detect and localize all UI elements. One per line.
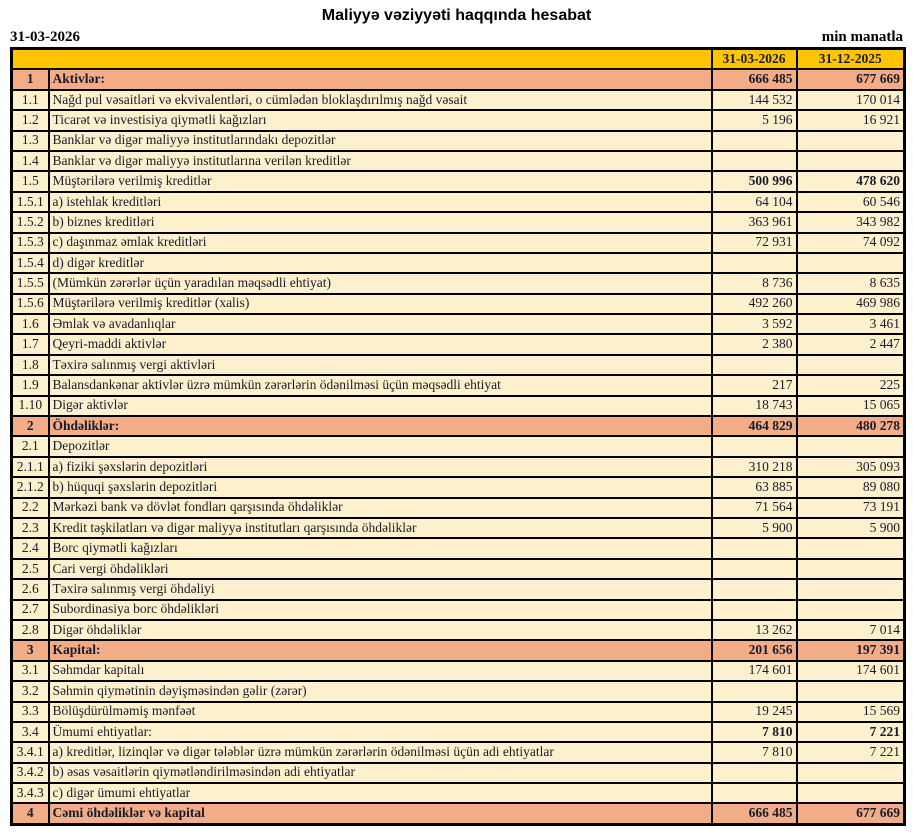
table-row: [12, 620, 905, 640]
value-previous: [797, 681, 905, 701]
row-number: 3.4.3: [12, 783, 49, 803]
value-current: 666 485: [712, 69, 797, 89]
row-number: 2.3: [12, 518, 49, 538]
row-number: 1.2: [12, 110, 49, 130]
row-label: b) biznes kreditləri: [49, 212, 712, 232]
table-row: [12, 803, 905, 824]
row-number: 3.1: [12, 661, 49, 681]
row-label: a) istehlak kreditləri: [49, 192, 712, 212]
value-current: 7 810: [712, 722, 797, 742]
value-current: 13 262: [712, 620, 797, 640]
table-row: [12, 559, 905, 579]
row-label: c) daşınmaz əmlak kreditləri: [49, 233, 712, 253]
table-row: [12, 233, 905, 253]
value-previous: [797, 151, 905, 171]
row-number: 1.5.1: [12, 192, 49, 212]
row-label: b) hüquqi şəxslərin depozitləri: [49, 477, 712, 497]
value-previous: [797, 600, 905, 620]
value-current: 8 736: [712, 273, 797, 293]
row-number: 1.5.4: [12, 253, 49, 273]
row-label: a) fiziki şəxslərin depozitləri: [49, 457, 712, 477]
row-number: 1.5.5: [12, 273, 49, 293]
value-current: [712, 559, 797, 579]
row-number: 2.5: [12, 559, 49, 579]
value-previous: 174 601: [797, 661, 905, 681]
value-current: 5 196: [712, 110, 797, 130]
row-number: 1.5: [12, 171, 49, 191]
row-label: Depozitlər: [49, 436, 712, 456]
value-previous: 73 191: [797, 498, 905, 518]
value-previous: 225: [797, 375, 905, 395]
table-row: [12, 600, 905, 620]
table-row: [12, 375, 905, 395]
row-label: Ticarət və investisiya qiymətli kağızları: [49, 110, 712, 130]
balance-table-body: [12, 69, 905, 824]
value-current: [712, 763, 797, 783]
row-label: Mərkəzi bank və dövlət fondları qarşısında öhdəliklər: [49, 498, 712, 518]
row-label: (Mümkün zərərlər üçün yaradılan məqsədli ehtiyat): [49, 273, 712, 293]
row-number: 2.1: [12, 436, 49, 456]
value-previous: 5 900: [797, 518, 905, 538]
table-row: [12, 416, 905, 436]
value-previous: 16 921: [797, 110, 905, 130]
table-row: [12, 498, 905, 518]
row-label: Digər öhdəliklər: [49, 620, 712, 640]
table-row: [12, 294, 905, 314]
value-current: [712, 436, 797, 456]
value-previous: 480 278: [797, 416, 905, 436]
value-current: 363 961: [712, 212, 797, 232]
table-row: [12, 702, 905, 722]
row-number: 1: [12, 69, 49, 89]
value-previous: 469 986: [797, 294, 905, 314]
value-current: 464 829: [712, 416, 797, 436]
row-number: 1.4: [12, 151, 49, 171]
header-current-period: 31-03-2026: [712, 49, 797, 70]
row-number: 2.2: [12, 498, 49, 518]
value-current: 71 564: [712, 498, 797, 518]
value-previous: 15 569: [797, 702, 905, 722]
value-current: [712, 355, 797, 375]
value-current: 217: [712, 375, 797, 395]
header-empty-cell: [12, 49, 712, 70]
row-label: Kredit təşkilatları və digər maliyyə institutları qarşısında öhdəliklər: [49, 518, 712, 538]
row-number: 1.7: [12, 334, 49, 354]
table-row: [12, 763, 905, 783]
table-row: [12, 579, 905, 599]
value-previous: [797, 559, 905, 579]
value-previous: 89 080: [797, 477, 905, 497]
value-current: [712, 783, 797, 803]
value-previous: 3 461: [797, 314, 905, 334]
row-number: 1.3: [12, 131, 49, 151]
value-previous: 8 635: [797, 273, 905, 293]
value-current: [712, 579, 797, 599]
row-number: 2.8: [12, 620, 49, 640]
row-number: 3.4.2: [12, 763, 49, 783]
table-row: [12, 661, 905, 681]
value-previous: 677 669: [797, 69, 905, 89]
row-number: 3: [12, 640, 49, 660]
table-row: [12, 171, 905, 191]
value-previous: 2 447: [797, 334, 905, 354]
value-previous: [797, 355, 905, 375]
value-previous: 305 093: [797, 457, 905, 477]
value-current: 18 743: [712, 396, 797, 416]
row-number: 1.1: [12, 90, 49, 110]
table-row: [12, 477, 905, 497]
row-number: 1.5.2: [12, 212, 49, 232]
value-previous: 170 014: [797, 90, 905, 110]
balance-sheet-table: [10, 47, 906, 826]
value-current: 666 485: [712, 803, 797, 824]
row-label: Balansdankənar aktivlər üzrə mümkün zərərlərin ödənilməsi üçün məqsədli ehtiyat: [49, 375, 712, 395]
row-label: Banklar və digər maliyyə institutlarındakı depozitlər: [49, 131, 712, 151]
value-current: [712, 151, 797, 171]
value-previous: 478 620: [797, 171, 905, 191]
table-row: [12, 110, 905, 130]
value-previous: 60 546: [797, 192, 905, 212]
value-current: [712, 131, 797, 151]
value-current: 64 104: [712, 192, 797, 212]
row-number: 2.4: [12, 538, 49, 558]
row-label: Səhmin qiymətinin dəyişməsindən gəlir (zərər): [49, 681, 712, 701]
meta-line: [10, 29, 903, 46]
row-label: Subordinasiya borc öhdəlikləri: [49, 600, 712, 620]
row-number: 1.9: [12, 375, 49, 395]
row-label: Kapital:: [49, 640, 712, 660]
value-previous: 7 014: [797, 620, 905, 640]
row-label: b) əsas vəsaitlərin qiymətləndirilməsindən adi ehtiyatlar: [49, 763, 712, 783]
value-current: 144 532: [712, 90, 797, 110]
row-number: 3.4.1: [12, 742, 49, 762]
table-row: [12, 518, 905, 538]
row-number: 4: [12, 803, 49, 824]
value-previous: 197 391: [797, 640, 905, 660]
value-current: 2 380: [712, 334, 797, 354]
table-row: [12, 681, 905, 701]
value-previous: 74 092: [797, 233, 905, 253]
value-current: 7 810: [712, 742, 797, 762]
value-current: [712, 600, 797, 620]
table-row: [12, 69, 905, 89]
table-row: [12, 722, 905, 742]
table-row: [12, 457, 905, 477]
table-row: [12, 396, 905, 416]
row-label: Təxirə salınmış vergi aktivləri: [49, 355, 712, 375]
value-previous: [797, 783, 905, 803]
value-current: 174 601: [712, 661, 797, 681]
row-number: 2: [12, 416, 49, 436]
table-row: [12, 90, 905, 110]
value-current: 201 656: [712, 640, 797, 660]
table-row: [12, 212, 905, 232]
value-previous: 7 221: [797, 742, 905, 762]
value-previous: [797, 579, 905, 599]
row-label: d) digər kreditlər: [49, 253, 712, 273]
value-current: 63 885: [712, 477, 797, 497]
row-number: 3.3: [12, 702, 49, 722]
row-label: Müştərilərə verilmiş kreditlər (xalis): [49, 294, 712, 314]
value-previous: [797, 253, 905, 273]
row-number: 2.1.2: [12, 477, 49, 497]
header-previous-period: 31-12-2025: [797, 49, 905, 70]
value-current: [712, 681, 797, 701]
row-label: Digər aktivlər: [49, 396, 712, 416]
unit-label: min manatla: [821, 29, 903, 45]
table-row: [12, 131, 905, 151]
row-label: Cəmi öhdəliklər və kapital: [49, 803, 712, 824]
row-label: Banklar və digər maliyyə institutlarına verilən kreditlər: [49, 151, 712, 171]
table-row: [12, 334, 905, 354]
row-label: Öhdəliklər:: [49, 416, 712, 436]
value-previous: [797, 436, 905, 456]
row-label: Qeyri-maddi aktivlər: [49, 334, 712, 354]
row-number: 1.10: [12, 396, 49, 416]
value-current: 500 996: [712, 171, 797, 191]
table-row: [12, 253, 905, 273]
value-previous: 7 221: [797, 722, 905, 742]
value-current: [712, 253, 797, 273]
report-date: 31-03-2026: [10, 29, 80, 45]
value-previous: [797, 763, 905, 783]
row-label: Ümumi ehtiyatlar:: [49, 722, 712, 742]
table-row: [12, 314, 905, 334]
value-current: 310 218: [712, 457, 797, 477]
table-row: [12, 538, 905, 558]
row-label: Əmlak və avadanlıqlar: [49, 314, 712, 334]
value-current: 19 245: [712, 702, 797, 722]
row-label: Səhmdar kapitalı: [49, 661, 712, 681]
table-row: [12, 742, 905, 762]
value-previous: 677 669: [797, 803, 905, 824]
value-current: 3 592: [712, 314, 797, 334]
row-label: Təxirə salınmış vergi öhdəliyi: [49, 579, 712, 599]
value-previous: 343 982: [797, 212, 905, 232]
value-current: 5 900: [712, 518, 797, 538]
table-header-row: [12, 49, 905, 70]
value-current: 492 260: [712, 294, 797, 314]
row-number: 3.4: [12, 722, 49, 742]
table-row: [12, 151, 905, 171]
page-title: Maliyyə vəziyyəti haqqında hesabat: [321, 7, 592, 24]
row-number: 1.8: [12, 355, 49, 375]
row-label: Aktivlər:: [49, 69, 712, 89]
value-previous: [797, 538, 905, 558]
row-label: Bölüşdürülməmiş mənfəət: [49, 702, 712, 722]
value-previous: [797, 131, 905, 151]
row-label: c) digər ümumi ehtiyatlar: [49, 783, 712, 803]
value-previous: 15 065: [797, 396, 905, 416]
row-number: 2.7: [12, 600, 49, 620]
row-label: Borc qiymətli kağızları: [49, 538, 712, 558]
row-label: Cari vergi öhdəlikləri: [49, 559, 712, 579]
row-number: 1.5.6: [12, 294, 49, 314]
row-number: 1.5.3: [12, 233, 49, 253]
table-row: [12, 436, 905, 456]
row-number: 3.2: [12, 681, 49, 701]
row-label: Müştərilərə verilmiş kreditlər: [49, 171, 712, 191]
value-current: 72 931: [712, 233, 797, 253]
table-row: [12, 192, 905, 212]
value-current: [712, 538, 797, 558]
table-row: [12, 640, 905, 660]
row-number: 1.6: [12, 314, 49, 334]
row-label: a) kreditlər, lizinqlər və digər tələblər üzrə mümkün zərərlərin ödənilməsi üçün adi ehtiyatlar: [49, 742, 712, 762]
table-row: [12, 355, 905, 375]
row-label: Nağd pul vəsaitləri və ekvivalentləri, o cümlədən bloklaşdırılmış nağd vəsait: [49, 90, 712, 110]
row-number: 2.1.1: [12, 457, 49, 477]
table-row: [12, 273, 905, 293]
table-row: [12, 783, 905, 803]
row-number: 2.6: [12, 579, 49, 599]
